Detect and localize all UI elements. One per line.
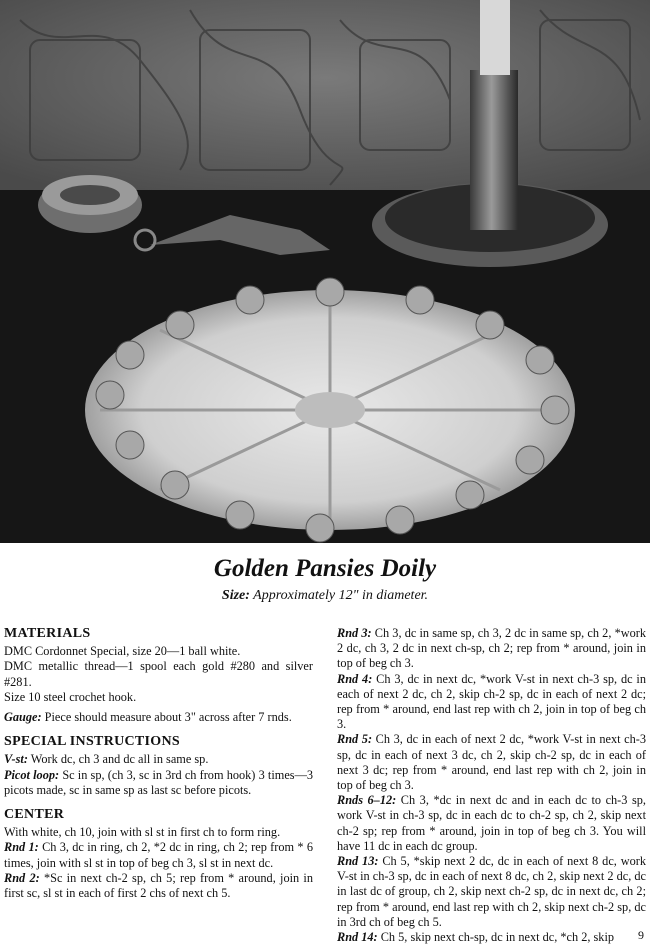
picot-text: Sc in sp, (ch 3, sc in 3rd ch from hook) 3 times—3 picots made, sc in same sp as last sc before picots. bbox=[4, 767, 314, 797]
vst-label: V-st: bbox=[4, 752, 28, 767]
special-instructions-heading: SPECIAL INSTRUCTIONS bbox=[4, 734, 180, 750]
round-label: Rnd 1: bbox=[4, 840, 39, 855]
gauge-label: Gauge: bbox=[4, 710, 42, 725]
round-label: Rnd 4: bbox=[337, 671, 373, 686]
materials-line: Size 10 steel crochet hook. bbox=[4, 689, 137, 704]
right-column bbox=[337, 626, 646, 945]
round-3 bbox=[337, 626, 646, 672]
round-13 bbox=[337, 854, 646, 930]
round-label: Rnd 14: bbox=[337, 930, 378, 945]
vst-text: Work dc, ch 3 and dc all in same sp. bbox=[30, 752, 209, 767]
round-text: Ch 5, skip next ch-sp, dc in next dc, *ch 2, skip bbox=[380, 930, 615, 945]
pattern-size bbox=[0, 588, 650, 604]
round-5 bbox=[337, 732, 646, 793]
page-number: 9 bbox=[638, 928, 644, 942]
center-heading: CENTER bbox=[4, 807, 65, 823]
round-label: Rnd 3: bbox=[337, 626, 372, 640]
round-text: Ch 3, dc in each of next 2 dc, *work V-st in next ch-3 sp, dc in each of next 3 dc, ch 2, skip ch-2 sp, dc in each of next 3 dc; rep from * around, end last rep with ch 2, join in top of beg ch 3. bbox=[337, 732, 646, 793]
round-14 bbox=[337, 930, 646, 945]
gauge-text: Piece should measure about 3" across after 7 rnds. bbox=[44, 710, 292, 725]
gauge bbox=[4, 710, 313, 725]
round-4 bbox=[337, 672, 646, 733]
size-label: Size: bbox=[221, 588, 250, 603]
round-text: *Sc in next ch-2 sp, ch 5; rep from * around, join in first sc, sl st in each of first 2 chs of next ch 5. bbox=[4, 870, 313, 901]
round-text: Ch 3, dc in same sp, ch 3, 2 dc in same sp, ch 2, *work 2 dc, ch 3, 2 dc in next ch-sp, ch 2; rep from * around, join in top of beg ch 3. bbox=[337, 626, 646, 671]
picot-instruction bbox=[4, 768, 313, 798]
pattern-title: Golden Pansies Doily bbox=[213, 555, 437, 582]
round-label: Rnd 2: bbox=[4, 870, 40, 885]
round-text: Ch 3, dc in next dc, *work V-st in next ch-3 sp, dc in each of next 2 dc, ch 2, skip ch-2 sp, dc in each of next 2 dc; rep from * around, end last rep with ch 2, join in top of beg ch 3. bbox=[337, 671, 646, 732]
materials-line: DMC metallic thread—1 spool each gold #280 and silver #281. bbox=[4, 659, 313, 689]
size-text: Approximately 12" in diameter. bbox=[253, 588, 429, 603]
round-label: Rnd 13: bbox=[337, 854, 379, 869]
center-intro: With white, ch 10, join with sl st in first ch to form ring. bbox=[4, 825, 281, 840]
round-text: Ch 5, *skip next 2 dc, dc in each of next 8 dc, work V-st in ch-3 sp, dc in each of next 8 dc, ch 2, skip next 2 dc, dc in last dc of group, ch 2, skip next ch-2 sp, dc in next dc, ch 2; rep from * around, end last rep with ch 2, skip next ch-2 sp, dc in 3rd ch of beg ch 5. bbox=[337, 854, 647, 929]
round-1 bbox=[4, 840, 313, 870]
round-2 bbox=[4, 871, 313, 901]
materials-heading: MATERIALS bbox=[4, 626, 91, 641]
round-text: Ch 3, dc in ring, ch 2, *2 dc in ring, ch 2; rep from * 6 times, join with sl st in top of beg ch 3, sl st in next dc. bbox=[4, 840, 313, 870]
materials-line: DMC Cordonnet Special, size 20—1 ball white. bbox=[4, 644, 241, 659]
candle bbox=[480, 0, 510, 75]
round-label: Rnds 6–12: bbox=[337, 793, 397, 808]
left-column bbox=[4, 626, 313, 901]
vst-instruction bbox=[4, 752, 313, 767]
round-label: Rnd 5: bbox=[337, 732, 373, 747]
picot-label: Picot loop: bbox=[4, 767, 60, 782]
tapestry-backdrop bbox=[0, 0, 650, 195]
round-text: Ch 3, *dc in next dc and in each dc to ch-3 sp, work V-st in ch-3 sp, dc in each dc to ch-2 sp, ch 2, skip next ch-2 sp; rep from * around, join in top of beg ch 3. You will have 11 dc in each dc group. bbox=[337, 793, 646, 853]
rounds-6-12 bbox=[337, 793, 646, 854]
